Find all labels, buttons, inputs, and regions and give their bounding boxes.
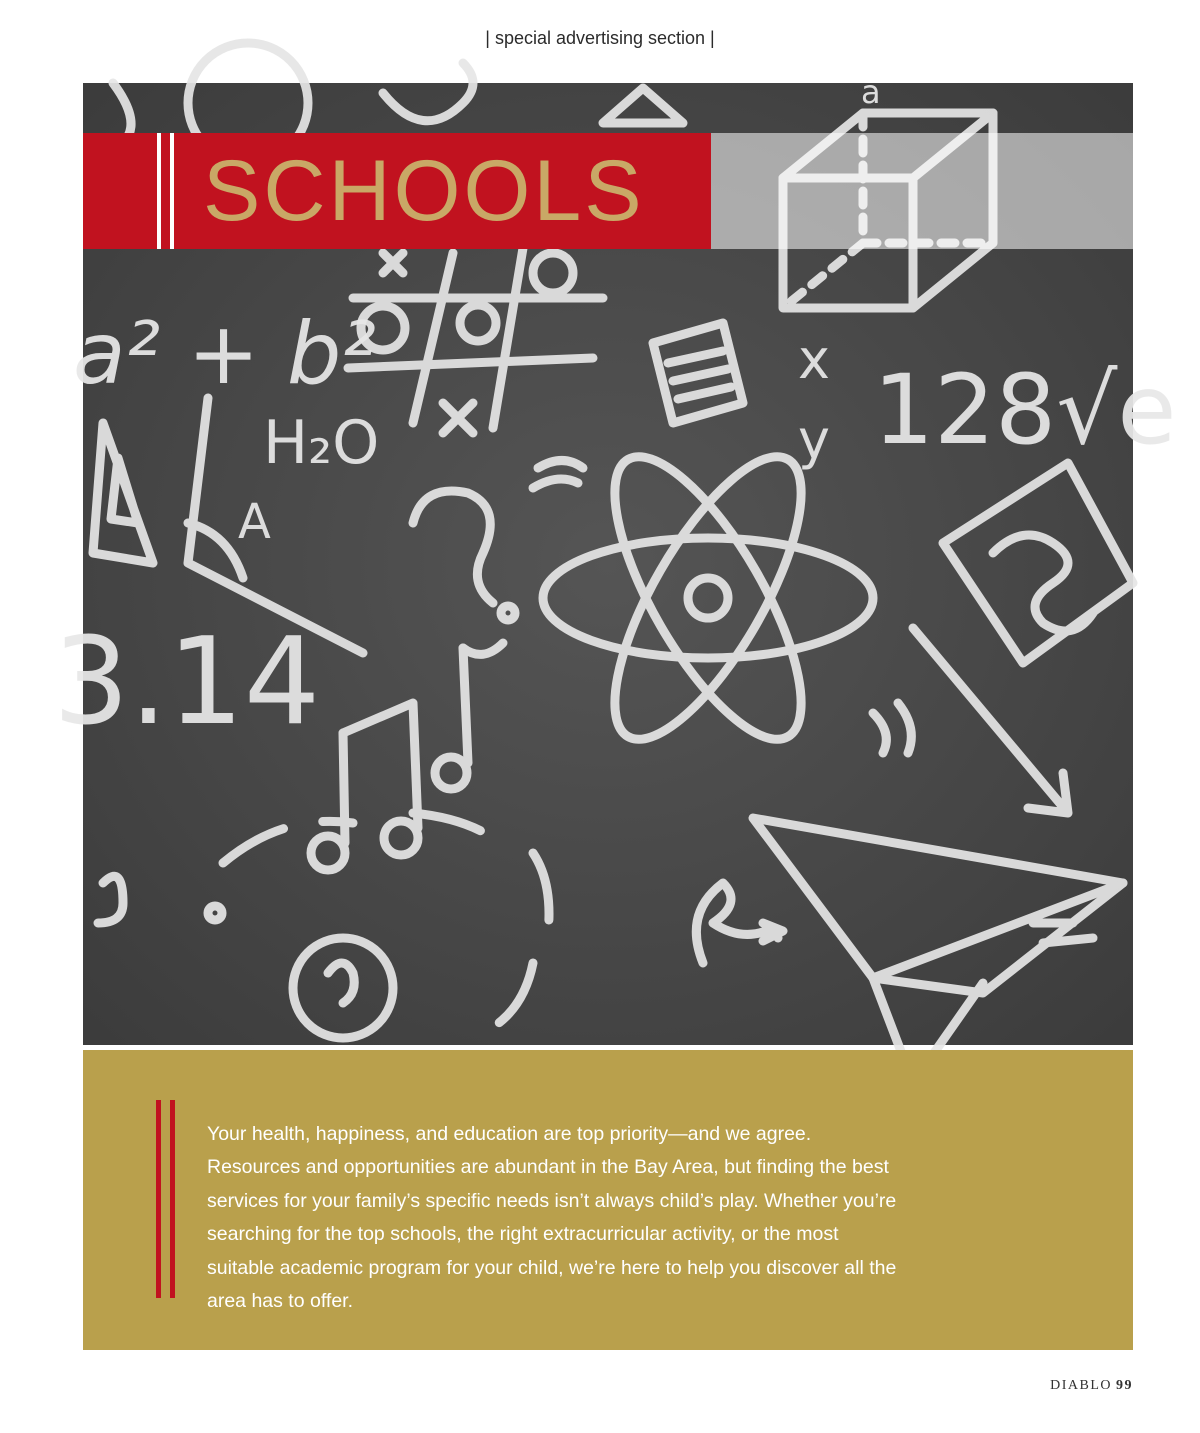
accent-bar bbox=[156, 1100, 161, 1298]
chalk-cube-label: a bbox=[861, 73, 881, 111]
title-overlay-band bbox=[711, 133, 1133, 249]
page-title: SCHOOLS bbox=[203, 143, 645, 239]
page-number: 99 bbox=[1116, 1378, 1133, 1393]
title-band bbox=[83, 133, 711, 249]
title-stripe bbox=[170, 133, 174, 249]
chalk-x: x bbox=[798, 328, 830, 391]
chalk-y: y bbox=[798, 408, 830, 471]
publication-name: DIABLO bbox=[1050, 1378, 1112, 1393]
hero-chalkboard bbox=[53, 73, 1177, 1045]
chalk-equation: a² + b² bbox=[73, 304, 376, 404]
section-tag: | special advertising section | bbox=[485, 28, 715, 48]
chalk-angle-label: A bbox=[238, 494, 271, 550]
chalk-pi: 3.14 bbox=[53, 613, 321, 752]
page-folio bbox=[1050, 1378, 1133, 1394]
intro-box bbox=[83, 1050, 1133, 1350]
chalk-root-number: 128√e bbox=[873, 354, 1177, 466]
accent-bar bbox=[170, 1100, 175, 1298]
title-stripe bbox=[157, 133, 161, 249]
intro-paragraph: Your health, happiness, and education are top priority—and we agree. Resources and opportunities are abundant in the Bay Area, but finding the best services for your family’s specific needs isn’t always child’s play. Whether you’re searching for the top schools, the right extracurricular activity, or the most suitable academic program for your child, we’re here to help you discover all the area has to offer. bbox=[207, 1122, 897, 1312]
chalk-water: H₂O bbox=[263, 408, 380, 478]
